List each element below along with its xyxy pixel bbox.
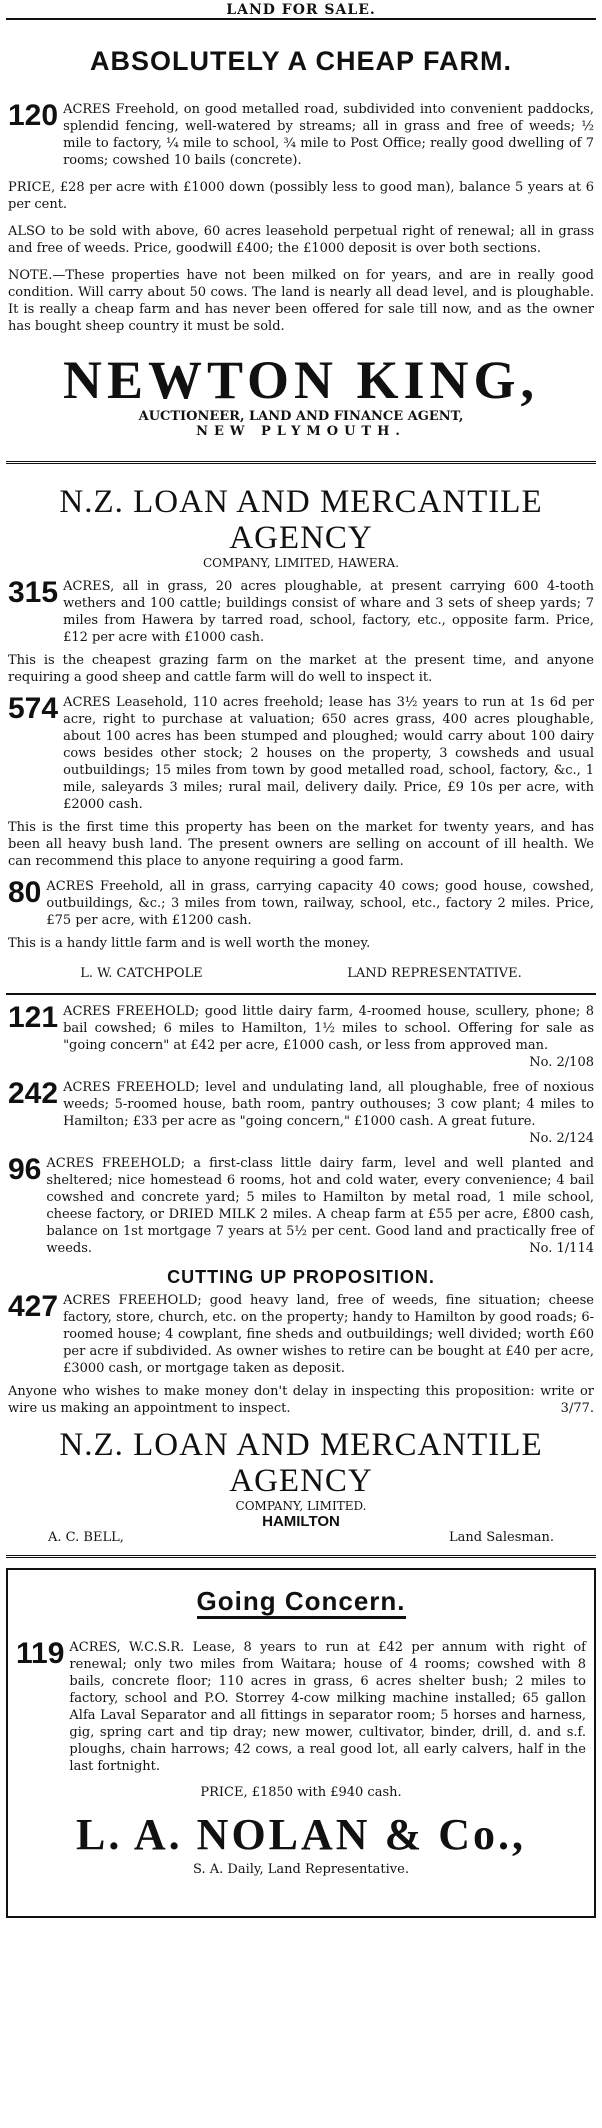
signature [8,966,594,981]
price-text: PRICE, £1850 with £940 cash. [200,1785,402,1800]
ad-title: Going Concern. [197,1586,406,1619]
listing-acreage: 315 [8,576,59,609]
listing-text: ACRES FREEHOLD; good heavy land, free of weeds, fine situation; cheese factory, store, church, etc. on the property; handy to Hamilton by good roads; 6-roomed house; 4 cowplant, fine sheds and outbuildings; well divided; worth £60 per acre if subdivided. As owner wishes to retire can be bought at £40 per acre, £3000 cash, or mortgage taken as deposit. [63,1293,594,1376]
listing [8,578,594,646]
listing-text: ACRES Freehold, on good metalled road, subdivided into convenient paddocks, splendid fencing, well-watered by streams; all in grass and free of weeds; ½ mile to factory, ¼ mile to school, ¾ mile to Post Office; really good dwelling of 7 rooms; cowshed 10 bails (concrete). [63,102,594,168]
header-rule [6,18,596,20]
listing-text: ACRES Freehold, all in grass, carrying capacity 40 cows; good house, cowshed, outbuildings, &c.; 3 miles from town, railway, school, etc., factory 2 miles. Price, £75 per acre, with £1200 cash. [46,879,594,928]
listing [8,1003,594,1071]
column-header: LAND FOR SALE. [226,2,376,18]
listing [8,694,594,813]
listing-note: This is a handy little farm and is well worth the money. [8,936,371,951]
agency-name: N.Z. LOAN AND MERCANTILE AGENCY [59,484,543,556]
listing-acreage: 119 [16,1637,65,1670]
listing-text: ACRES FREEHOLD; good little dairy farm, 4-roomed house, scullery, phone; 8 bail cowshed; 6 miles to Hamilton, 1½ miles to school. Offering for sale as "going concern" at £42 per acre, £1000 cash, or less from approved man. [63,1004,594,1053]
cutting-up-heading: CUTTING UP PROPOSITION. [167,1267,435,1287]
listing-note: This is the cheapest grazing farm on the market at the present time, and anyone requiring a good sheep and cattle farm will do well to inspect it. [8,653,594,685]
signature [8,1530,594,1545]
listing [8,1639,594,1775]
firm-name: L. A. NOLAN & Co., [75,1810,527,1859]
listing [8,1155,594,1257]
listing-reference: No. 2/124 [529,1131,594,1146]
listing-acreage: 121 [8,1001,59,1034]
agency-subtitle: COMPANY, LIMITED, HAWERA. [202,556,400,570]
listing-acreage: 96 [8,1153,42,1186]
nolan-ad [6,1568,596,1918]
firm-description: AUCTIONEER, LAND AND FINANCE AGENT, [138,409,464,424]
listing-text: ACRES, all in grass, 20 acres ploughable, at present carrying 600 4-tooth wethers and 100 cattle; buildings consist of whare and 3 sets of sheep yards; 7 miles from Hawera by tarred road, school, factory, etc., opposite farm. Price, £12 per acre with £1000 cash. [63,579,594,645]
listing-acreage: 80 [8,876,42,909]
listing-reference: No. 1/114 [529,1241,594,1256]
price-text: PRICE, £28 per acre with £1000 down (possibly less to good man), balance 5 years at 6 per cent. [8,180,594,212]
section-divider [6,993,596,995]
hamilton-agency-ad [0,1003,602,1545]
firm-representative: S. A. Daily, Land Representative. [193,1862,409,1877]
also-text: ALSO to be sold with above, 60 acres leasehold perpetual right of renewal; all in grass and free of weeds. Price, goodwill £400; the £1000 deposit is over both sections. [8,224,594,256]
listing-acreage: 120 [8,99,59,132]
listing-text: ACRES FREEHOLD; a first-class little dairy farm, level and well planted and sheltered; nice homestead 6 rooms, hot and cold water, every convenience; 4 bail cowshed and concrete yard; 5 miles to Hamilton by metal road, 1 mile school, cheese factory, or DRIED MILK 2 miles. A cheap farm at £55 per acre, £800 cash, balance on 1st mortgage 7 years at 5½ per cent. Good land and practically free of weeds. [46,1156,594,1256]
newton-king-ad [0,46,602,439]
ad-title: ABSOLUTELY A CHEAP FARM. [89,46,513,76]
note-text: NOTE.—These properties have not been milked on for years, and are in really good condition. Will carry about 50 cows. The land is nearly all dead level, and is ploughable. It is really a cheap farm and has never been offered for sale till now, and as the owner has bought sheep country it must be sold. [8,268,594,334]
listing-reference: No. 2/108 [529,1055,594,1070]
listing-reference: 3/77. [560,1401,594,1416]
salesman-name: A. C. BELL, [48,1530,124,1545]
listing-acreage: 574 [8,692,59,725]
section-divider [6,1555,596,1558]
listing [8,101,594,169]
agency-town: HAMILTON [262,1513,340,1530]
listing [8,1079,594,1147]
listing-text: ACRES, W.C.S.R. Lease, 8 years to run at £42 per annum with right of renewal; only two miles from Waitara; house of 4 rooms; cowshed with 8 bails, concrete floor; 110 acres in grass, 6 acres shelter bush; 2 miles to factory, school and P.O. Storrey 4-cow milking machine installed; 65 gallon Alfa Laval Separator and all fittings in separator room; 5 horses and harness, gig, spring cart and tip dray; new mower, cultivator, binder, drill, d. and s.f. ploughs, chain harrows; 42 cows, a real good lot, all early calvers, half in the last fortnight. [69,1640,586,1774]
section-divider [6,461,596,464]
firm-name: NEWTON KING, [62,350,540,410]
agency-subtitle: COMPANY, LIMITED. [235,1499,367,1513]
listing [8,1292,594,1377]
listing [8,878,594,929]
listing-note: Anyone who wishes to make money don't delay in inspecting this proposition: write or wire us making an appointment to inspect. [8,1384,594,1416]
listing-acreage: 427 [8,1290,59,1323]
listing-acreage: 242 [8,1077,59,1110]
agency-name: N.Z. LOAN AND MERCANTILE AGENCY [59,1427,543,1499]
firm-town: NEW PLYMOUTH. [196,424,406,439]
listing-text: ACRES FREEHOLD; level and undulating land, all ploughable, free of noxious weeds; 5-roomed house, bath room, pantry outhouses; 3 cow plant; 4 miles to Hamilton; £33 per acre as "going concern," £1000 cash. A great future. [63,1080,594,1129]
listing-note: This is the first time this property has been on the market for twenty years, and has been all heavy bush land. The present owners are selling on account of ill health. We can recommend this place to anyone requiring a good farm. [8,820,594,869]
listing-text: ACRES Leasehold, 110 acres freehold; lease has 3½ years to run at 1s 6d per acre, right to purchase at valuation; 650 acres grass, 400 acres ploughable, about 100 acres has been stumped and ploughed; would carry about 100 dairy cows besides other stock; 2 houses on the property, 3 cowsheds and usual outbuildings; 15 miles from town by good metalled road, school, factory, &c., 1 mile, saleyards 3 miles; rural mail, delivery daily. Price, £9 10s per acre, with £2000 cash. [63,695,594,812]
hawera-agency-ad [0,484,602,981]
representative-role: LAND REPRESENTATIVE. [347,966,522,981]
representative-name: L. W. CATCHPOLE [80,966,203,981]
salesman-role: Land Salesman. [449,1530,554,1545]
